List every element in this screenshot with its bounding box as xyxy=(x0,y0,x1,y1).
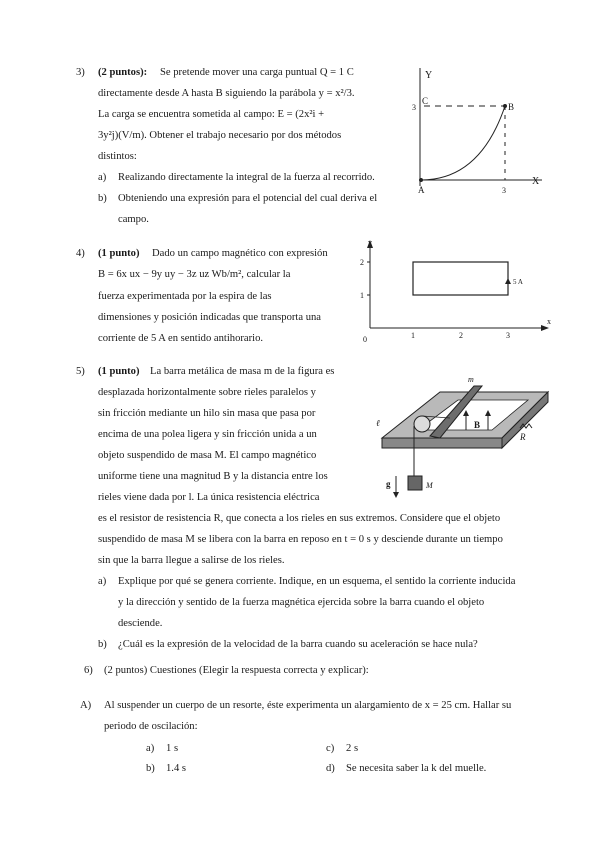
y-tick-2-label: 2 xyxy=(360,258,364,267)
problem-5-a-line-1: Explique por qué se genera corriente. Indique, en un esquema, el sentido la corriente inducida xyxy=(118,576,516,587)
problem-5-a-line-3: desciende. xyxy=(118,618,163,629)
gravity-arrow-icon xyxy=(393,492,399,498)
problem-5-line-10: sin que la barra llegue a salirse de los rieles. xyxy=(98,555,285,566)
problem-3-line-1: Se pretende mover una carga puntual Q = 1 C xyxy=(160,67,354,78)
problem-5-line-2: desplazada horizontalmente sobre rieles paralelos y xyxy=(98,387,316,398)
hanging-mass xyxy=(408,476,422,490)
problem-5-line-9: suspendido de masa M se libera con la barra en reposo en t = 0 s y desciende durante un tiempo xyxy=(98,534,503,545)
x-tick-3: 3 xyxy=(502,186,506,195)
x-axis-label: x xyxy=(547,317,551,326)
problem-5-points: (1 punto) xyxy=(98,366,140,377)
option-c-value: 2 s xyxy=(346,743,359,754)
problem-4-line-3: fuerza experimentada por la espira de las xyxy=(98,291,272,302)
question-a-label: A) xyxy=(80,700,92,711)
field-label: B xyxy=(474,420,481,430)
problem-5-line-3: sin fricción mediante un hilo sin masa que pasa por xyxy=(98,408,316,419)
problem-5-line-6: uniforme tiene una magnitud B y la distancia entre los xyxy=(98,471,328,482)
x-tick-2-label: 2 xyxy=(459,331,463,340)
option-d-label: d) xyxy=(326,763,335,774)
rail-base-front xyxy=(382,438,502,448)
option-d-value: Se necesita saber la k del muelle. xyxy=(346,763,487,774)
current-direction-icon xyxy=(505,278,511,284)
problem-3-line-2: directamente desde A hasta B siguiendo la parábola y = x²/3. xyxy=(98,88,355,99)
point-c-label: C xyxy=(422,96,429,106)
parabola-figure xyxy=(400,62,550,202)
problem-3-b-label: b) xyxy=(98,193,107,204)
hanging-mass-label: M xyxy=(426,481,433,490)
problem-5-line-7: rieles viene dada por l. La única resistencia eléctrica xyxy=(98,492,320,503)
problem-5-line-5: objeto suspendido de masa M. El campo magnético xyxy=(98,450,317,461)
x-tick-3-label: 3 xyxy=(506,331,510,340)
problem-3-line-5: distintos: xyxy=(98,151,137,162)
y-axis-label: Y xyxy=(425,70,433,81)
problem-3-b-text-2: campo. xyxy=(118,214,149,225)
question-a-line-1: Al suspender un cuerpo de un resorte, éste experimenta un alargamiento de x = 25 cm. Hallar su xyxy=(104,700,512,711)
problem-4-line-4: dimensiones y posición indicadas que transporta una xyxy=(98,312,322,323)
current-loop xyxy=(413,262,508,295)
loop-figure xyxy=(355,236,555,348)
problem-3-b-text-1: Obteniendo una expresión para el potencial del cual deriva el xyxy=(118,193,378,204)
problem-4-points: (1 punto) xyxy=(98,248,140,259)
x-tick-1-label: 1 xyxy=(411,331,415,340)
point-a-label: A xyxy=(418,185,425,195)
option-c-label: c) xyxy=(326,743,335,754)
x-axis-label: X xyxy=(532,176,540,187)
problem-3-points: (2 puntos): xyxy=(98,67,148,78)
resistor-label: R xyxy=(520,432,526,442)
problem-3-a-text: Realizando directamente la integral de la fuerza al recorrido. xyxy=(118,172,375,183)
pulley xyxy=(414,416,430,432)
problem-5-a-label: a) xyxy=(98,576,107,587)
point-a xyxy=(419,178,423,182)
problem-5-line-4: encima de una polea ligera y sin fricción unida a un xyxy=(98,429,317,440)
y-tick-3: 3 xyxy=(412,103,416,112)
problem-5-a-line-2: y la dirección y sentido de la fuerza magnética ejercida sobre la barra cuando el objeto xyxy=(118,597,485,608)
problem-3-a-label: a) xyxy=(98,172,107,183)
problem-5-b-label: b) xyxy=(98,639,107,650)
problem-6-title: (2 puntos) Cuestiones (Elegir la respuesta correcta y explicar): xyxy=(104,665,369,676)
gravity-label: g xyxy=(386,479,391,489)
y-tick-1-label: 1 xyxy=(360,291,364,300)
problem-6-number: 6) xyxy=(84,665,93,676)
point-b-label: B xyxy=(508,102,515,112)
option-a-value: 1 s xyxy=(166,743,179,754)
point-b xyxy=(503,104,507,108)
problem-3-number: 3) xyxy=(76,67,85,78)
option-b-label: b) xyxy=(146,763,155,774)
problem-4-line-2: B = 6x ux − 9y uy − 3z uz Wb/m², calcular la xyxy=(98,269,291,280)
problem-4-number: 4) xyxy=(76,248,85,259)
problem-5-line-8: es el resistor de resistencia R, que conecta a los rieles en sus extremos. Considere que el objeto xyxy=(98,513,501,524)
problem-3-line-3: La carga se encuentra sometida al campo: E = (2x²i + xyxy=(98,109,325,120)
option-a-label: a) xyxy=(146,743,155,754)
parabola-curve xyxy=(421,106,505,180)
bar-mass-label: m xyxy=(468,375,474,384)
option-b-value: 1.4 s xyxy=(166,763,187,774)
rail-distance-label: ℓ xyxy=(376,418,380,428)
problem-5-b-line-1: ¿Cuál es la expresión de la velocidad de la barra cuando su aceleración se hace nula? xyxy=(118,639,478,650)
problem-4-line-5: corriente de 5 A en sentido antihorario. xyxy=(98,333,264,344)
question-a-line-2: periodo de oscilación: xyxy=(104,721,198,732)
origin-label: 0 xyxy=(363,335,367,344)
problem-4-line-1: Dado un campo magnético con expresión xyxy=(152,248,328,259)
rail-figure xyxy=(370,372,555,507)
y-axis-label: y xyxy=(368,238,372,247)
problem-3-line-4: 3y²j)(V/m). Obtener el trabajo necesario por dos métodos xyxy=(98,130,342,141)
problem-5-line-1: La barra metálica de masa m de la figura es xyxy=(150,366,335,377)
current-label: 5 A xyxy=(513,278,523,286)
problem-5-number: 5) xyxy=(76,366,85,377)
